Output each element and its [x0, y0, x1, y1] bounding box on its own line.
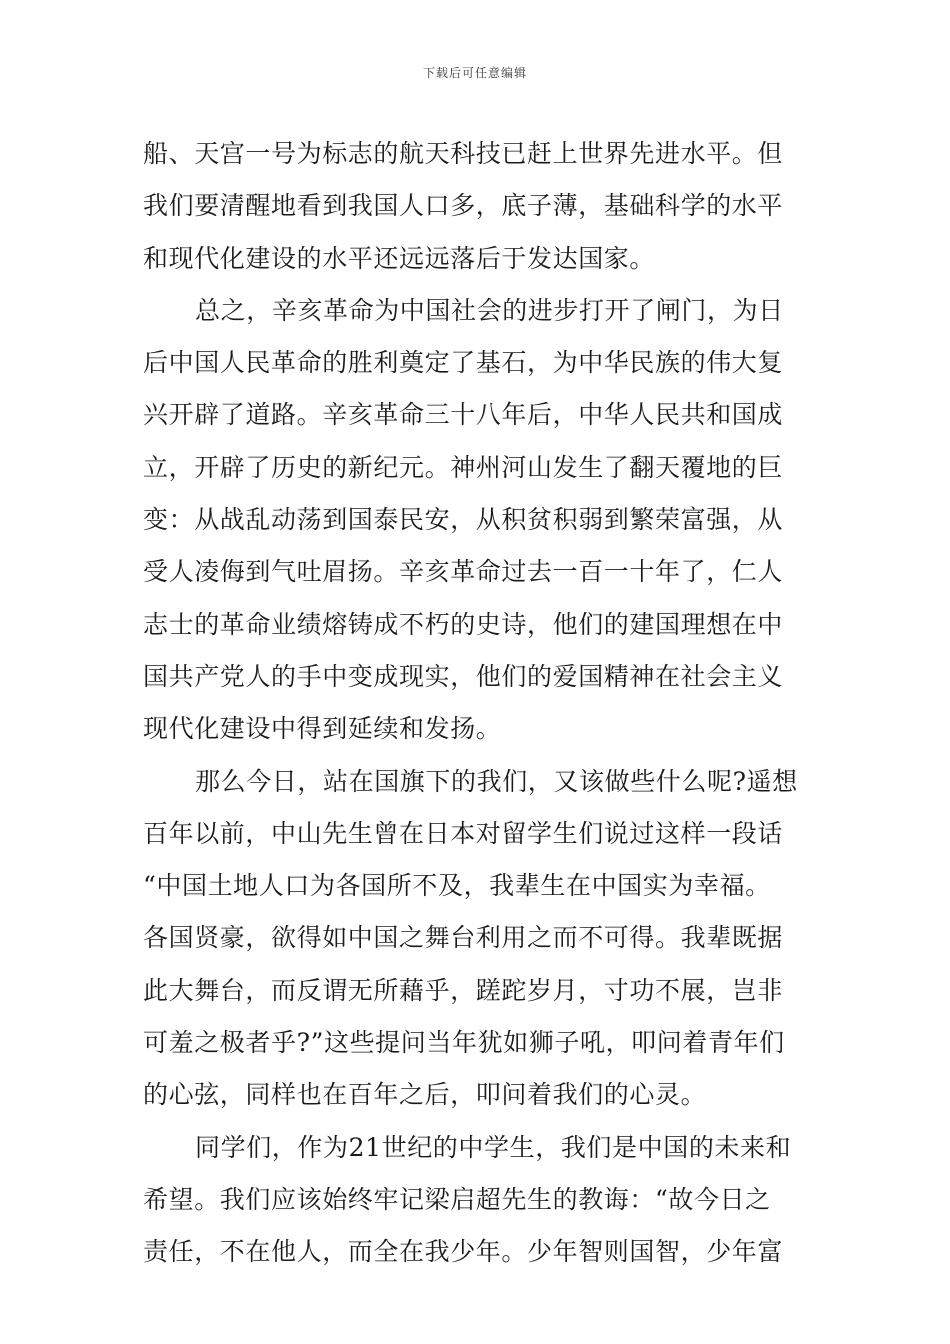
- text-line: 志士的革命业绩熔铸成不朽的史诗，他们的建国理想在中: [143, 609, 784, 639]
- text-line: 可羞之极者乎?”这些提问当年犹如狮子吼，叩问着青年们: [143, 1028, 785, 1058]
- text-line: 此大舞台，而反谓无所藉乎，蹉跎岁月，寸功不展，岂非: [143, 975, 784, 1005]
- paragraph-start-line: 那么今日，站在国旗下的我们，又该做些什么呢?遥想: [195, 766, 798, 796]
- paragraph-start-line: 同学们，作为21世纪的中学生，我们是中国的未来和: [195, 1132, 792, 1162]
- text-line: 责任，不在他人，而全在我少年。少年智则国智，少年富: [143, 1237, 784, 1267]
- text-line: 变：从战乱动荡到国泰民安，从积贫积弱到繁荣富强，从: [143, 505, 784, 535]
- text-line: “中国土地人口为各国所不及，我辈生在中国实为幸福。: [143, 871, 771, 901]
- text-line: 立，开辟了历史的新纪元。神州河山发生了翻天覆地的巨: [143, 452, 784, 482]
- text-line: 的心弦，同样也在百年之后，叩问着我们的心灵。: [143, 1080, 707, 1110]
- text-line: 受人凌侮到气吐眉扬。辛亥革命过去一百一十年了，仁人: [143, 557, 784, 587]
- page-header: 下载后可任意编辑: [422, 66, 527, 80]
- text-line: 现代化建设中得到延续和发扬。: [143, 714, 502, 744]
- text-line: 百年以前，中山先生曾在日本对留学生们说过这样一段话: [143, 818, 784, 848]
- text-line: 后中国人民革命的胜利奠定了基石，为中华民族的伟大复: [143, 348, 784, 378]
- text-line: 兴开辟了道路。辛亥革命三十八年后，中华人民共和国成: [143, 400, 784, 430]
- text-line: 船、天宫一号为标志的航天科技已赶上世界先进水平。但: [143, 139, 784, 168]
- text-line: 希望。我们应该始终牢记梁启超先生的教诲：“故今日之: [143, 1184, 771, 1214]
- text-line: 各国贤豪，欲得如中国之舞台利用之而不可得。我辈既据: [143, 923, 784, 953]
- paragraph-start-line: 总之，辛亥革命为中国社会的进步打开了闸门，为日: [195, 295, 784, 325]
- text-line: 和现代化建设的水平还远远落后于发达国家。: [143, 243, 656, 273]
- text-line: 国共产党人的手中变成现实，他们的爱国精神在社会主义: [143, 661, 784, 691]
- text-line: 我们要清醒地看到我国人口多，底子薄，基础科学的水平: [143, 191, 784, 221]
- document-body: [143, 128, 808, 1279]
